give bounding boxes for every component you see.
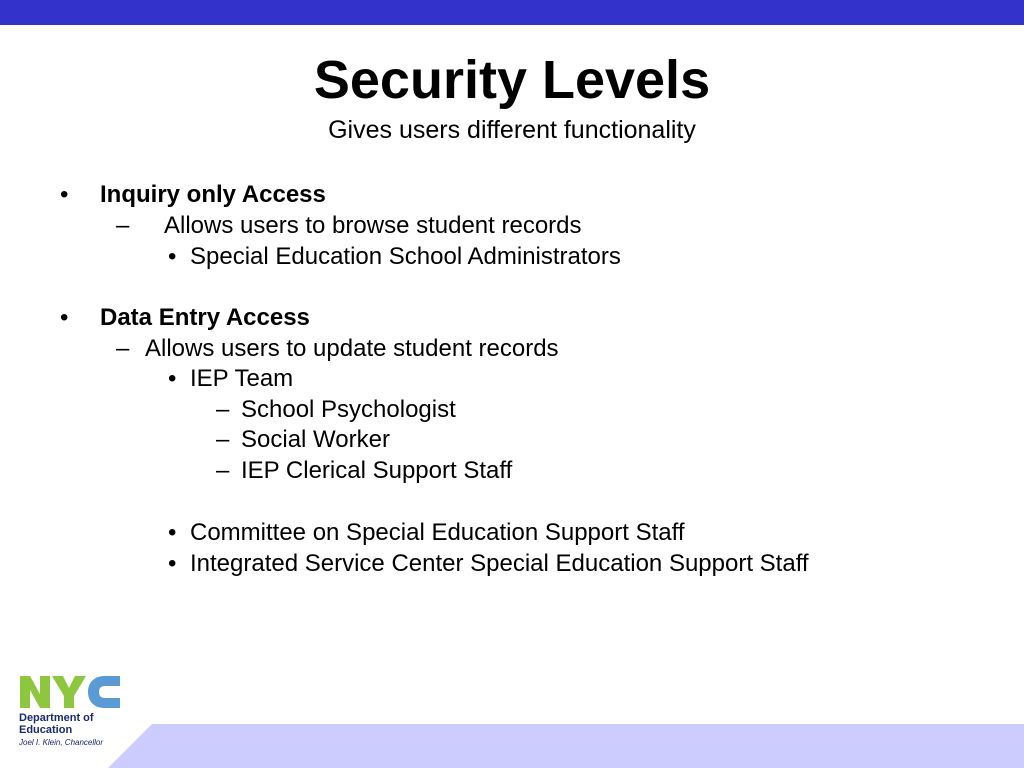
bullet-marker: • — [168, 365, 177, 392]
slide-title: Security Levels — [313, 50, 711, 110]
logo-department-text: Department of — [19, 712, 94, 724]
role-item: Committee on Special Education Support Staff — [190, 519, 685, 546]
dash-marker: – — [216, 396, 230, 423]
dash-marker: – — [116, 335, 130, 362]
team-member: Social Worker — [241, 426, 390, 453]
bullet-marker: • — [168, 243, 177, 270]
slide-subtitle: Gives users different functionality — [328, 116, 696, 144]
bullet-marker: • — [60, 304, 69, 331]
top-bar — [0, 0, 1024, 25]
dash-marker: – — [216, 426, 230, 453]
bullet-marker: • — [168, 550, 177, 577]
section-description-inquiry: Allows users to browse student records — [164, 212, 582, 239]
team-member: IEP Clerical Support Staff — [241, 457, 513, 484]
logo-education-text: Education — [19, 724, 73, 736]
nyc-logo-icon — [18, 674, 122, 710]
dash-marker: – — [116, 212, 130, 239]
role-item: Integrated Service Center Special Education Support Staff — [190, 550, 809, 577]
logo-chancellor-text: Joel I. Klein, Chancellor — [19, 738, 104, 747]
section-heading-data-entry: Data Entry Access — [100, 304, 310, 331]
role-item: Special Education School Administrators — [190, 243, 621, 270]
team-member: School Psychologist — [241, 396, 456, 423]
team-name: IEP Team — [190, 365, 294, 392]
bullet-marker: • — [60, 181, 69, 208]
section-description-data-entry: Allows users to update student records — [145, 335, 559, 362]
section-heading-inquiry: Inquiry only Access — [100, 181, 326, 208]
bottom-band — [0, 724, 1024, 768]
dash-marker: – — [216, 457, 230, 484]
nyc-doe-logo — [18, 674, 128, 754]
bullet-marker: • — [168, 519, 177, 546]
